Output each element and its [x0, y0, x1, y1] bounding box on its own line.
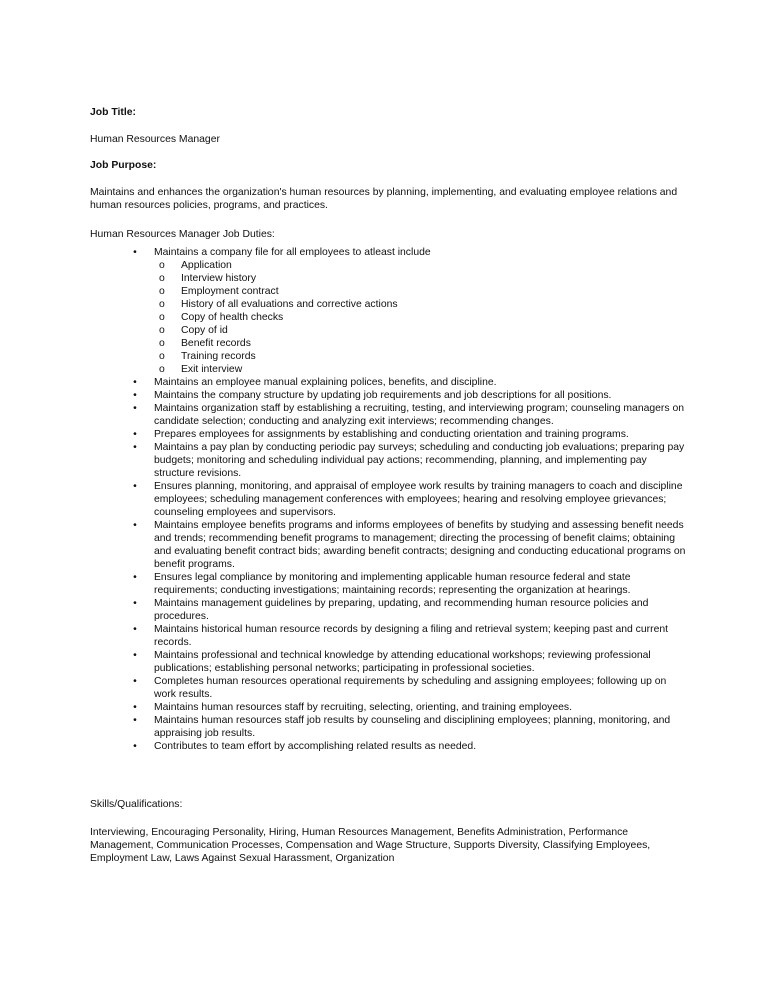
duty-item — [90, 480, 690, 519]
duty-item — [90, 623, 690, 649]
duty-item — [90, 428, 690, 441]
bullet-icon: • — [133, 429, 137, 440]
bullet-icon: • — [133, 702, 137, 713]
duty-text: Maintains an employee manual explaining polices, benefits, and discipline. — [154, 377, 497, 388]
duty-sub-text: Copy of health checks — [181, 312, 284, 323]
duty-sub-text: History of all evaluations and corrective actions — [181, 299, 398, 310]
bullet-icon: • — [133, 650, 137, 661]
job-purpose-heading: Job Purpose: — [90, 160, 157, 171]
duty-sub-item — [154, 285, 690, 298]
duty-item — [90, 597, 690, 623]
sub-bullet-icon: o — [159, 351, 165, 362]
duties-heading: Human Resources Manager Job Duties: — [90, 229, 275, 240]
duty-sub-item — [154, 272, 690, 285]
duty-item — [90, 519, 690, 571]
duty-text: Maintains management guidelines by preparing, updating, and recommending human resource policies and procedures. — [154, 598, 649, 622]
sub-bullet-icon: o — [159, 364, 165, 375]
duty-sub-text: Employment contract — [181, 286, 279, 297]
duty-item — [90, 675, 690, 701]
duty-sub-text: Interview history — [181, 273, 257, 284]
duty-text: Completes human resources operational requirements by scheduling and assigning employees; following up on work results. — [154, 676, 667, 700]
duty-sub-text: Exit interview — [181, 364, 243, 375]
bullet-icon: • — [133, 520, 137, 531]
bullet-icon: • — [133, 598, 137, 609]
duty-text: Maintains historical human resource records by designing a filing and retrieval system; keeping past and current records. — [154, 624, 669, 648]
sub-bullet-icon: o — [159, 286, 165, 297]
sub-bullet-icon: o — [159, 260, 165, 271]
duty-text: Maintains organization staff by establishing a recruiting, testing, and interviewing program; counseling managers on candidate selection; conducting and analyzing exit interviews; recommending changes. — [154, 403, 685, 427]
duty-text: Contributes to team effort by accomplishing related results as needed. — [154, 741, 477, 752]
bullet-icon: • — [133, 741, 137, 752]
sub-bullet-icon: o — [159, 312, 165, 323]
sub-bullet-icon: o — [159, 273, 165, 284]
duty-sub-item — [154, 259, 690, 272]
duty-sub-item — [154, 324, 690, 337]
duty-text: Maintains a pay plan by conducting periodic pay surveys; scheduling and conducting job evaluations; preparing pay budgets; monitoring and scheduling individual pay actions; recommending, planning, and implementing pay structure revisions. — [154, 442, 685, 479]
duty-item — [90, 246, 690, 376]
duty-sub-text: Benefit records — [181, 338, 251, 349]
duty-sub-text: Training records — [181, 351, 256, 362]
duty-text: Maintains employee benefits programs and informs employees of benefits by studying and assessing benefit needs and trends; recommending benefit programs to management; directing the processing of benefit claims; obtaining and evaluating benefit contract bids; awarding benefit contracts; designing and conducting educational programs on benefit programs. — [154, 520, 686, 570]
duty-text: Maintains a company file for all employees to atleast include — [154, 247, 431, 258]
duty-sub-text: Application — [181, 260, 232, 271]
duty-item — [90, 740, 690, 753]
duty-item — [90, 389, 690, 402]
duty-sub-item — [154, 363, 690, 376]
duty-text: Maintains human resources staff by recruiting, selecting, orienting, and training employees. — [154, 702, 572, 713]
bullet-icon: • — [133, 442, 137, 453]
bullet-icon: • — [133, 481, 137, 492]
duty-sub-item — [154, 298, 690, 311]
duties-list — [90, 246, 690, 753]
duty-text: Maintains the company structure by updating job requirements and job descriptions for all positions. — [154, 390, 612, 401]
duty-item — [90, 714, 690, 740]
duty-text: Ensures planning, monitoring, and appraisal of employee work results by training managers to coach and discipline employees; scheduling management conferences with employees; hearing and resolving employee grievances; counseling employees and supervisors. — [154, 481, 683, 518]
bullet-icon: • — [133, 624, 137, 635]
duty-text: Ensures legal compliance by monitoring and implementing applicable human resource federal and state requirements; conducting investigations; maintaining records; representing the organization at hearings. — [154, 572, 631, 596]
duty-sub-item — [154, 311, 690, 324]
duty-item — [90, 701, 690, 714]
sub-bullet-icon: o — [159, 325, 165, 336]
sub-bullet-icon: o — [159, 338, 165, 349]
duty-text: Prepares employees for assignments by establishing and conducting orientation and training programs. — [154, 429, 629, 440]
duty-item — [90, 441, 690, 480]
duty-sub-item — [154, 350, 690, 363]
job-title-value: Human Resources Manager — [90, 134, 220, 145]
bullet-icon: • — [133, 247, 137, 258]
sub-bullet-icon: o — [159, 299, 165, 310]
skills-text: Interviewing, Encouraging Personality, Hiring, Human Resources Management, Benefits Administration, Performance Management, Communication Processes, Compensation and Wage Structure, Supports Diversity, Classifying Employees, Employment Law, Laws Against Sexual Harassment, Organization — [90, 827, 651, 864]
duty-item — [90, 402, 690, 428]
duty-text: Maintains professional and technical knowledge by attending educational workshops; reviewing professional publications; establishing personal networks; participating in professional societies. — [154, 650, 651, 674]
bullet-icon: • — [133, 676, 137, 687]
duty-item — [90, 649, 690, 675]
duty-item — [90, 376, 690, 389]
bullet-icon: • — [133, 572, 137, 583]
job-purpose-text: Maintains and enhances the organization's human resources by planning, implementing, and evaluating employee relations and human resources policies, programs, and practices. — [90, 187, 678, 211]
bullet-icon: • — [133, 377, 137, 388]
bullet-icon: • — [133, 403, 137, 414]
duty-item — [90, 571, 690, 597]
bullet-icon: • — [133, 390, 137, 401]
duty-sub-text: Copy of id — [181, 325, 228, 336]
job-title-heading: Job Title: — [90, 107, 136, 118]
skills-heading: Skills/Qualifications: — [90, 799, 183, 810]
duty-sub-list — [154, 259, 690, 376]
bullet-icon: • — [133, 715, 137, 726]
duty-sub-item — [154, 337, 690, 350]
duty-text: Maintains human resources staff job results by counseling and disciplining employees; planning, monitoring, and appraising job results. — [154, 715, 671, 739]
